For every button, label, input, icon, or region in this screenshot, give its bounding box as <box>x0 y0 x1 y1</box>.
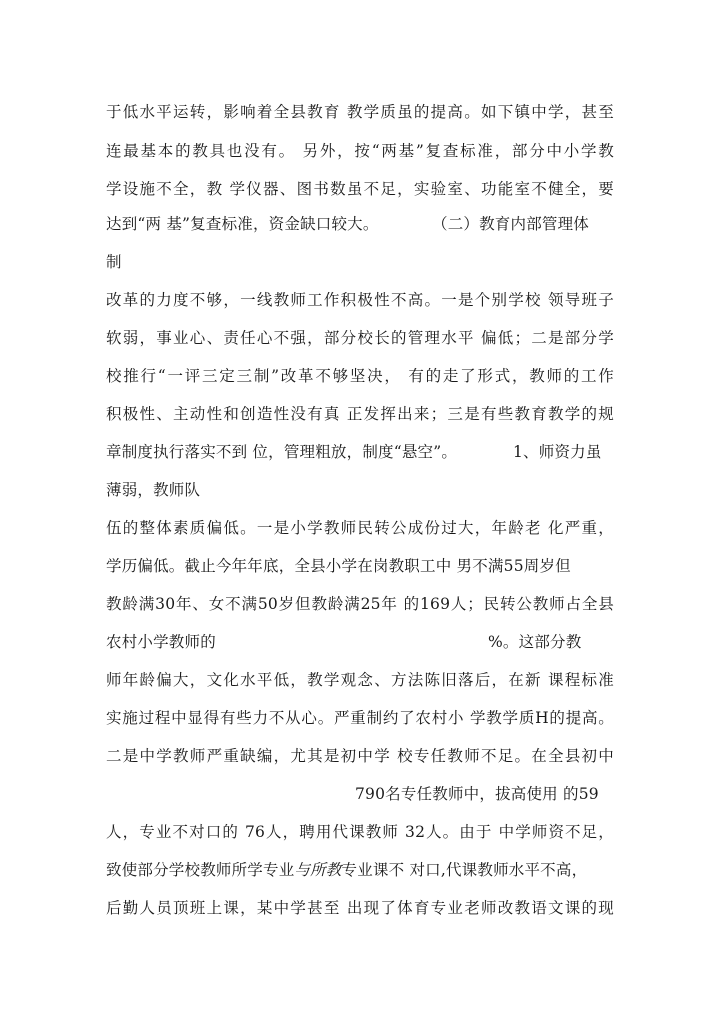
text-line-4: 达到“两 基”复查标准，资金缺口较大。 <box>106 215 379 233</box>
text-line-22: 后勤人员顶班上课，某中学甚至 出现了体育专业老师改教语文课的现 <box>106 899 614 917</box>
text-line-20: 人，专业不对口的 76人，聘用代课教师 32人。由于 中学师资不足， <box>106 823 614 841</box>
text-line-12: 伍的整体素质偏低。一是小学教师民转公成份过大，年龄老 化严重， <box>106 519 614 537</box>
text-line-16: 师年龄偏大，文化水平低，教学观念、方法陈旧落后，在新 课程标准 <box>106 671 614 689</box>
text-line-2: 连最基本的教具也没有。 另外，按“两基”复查标准，部分中小学教 <box>106 142 614 160</box>
text-line-14: 教龄满30年、女不满50岁但教龄满25年 的169人；民转公教师占全县 <box>106 595 614 613</box>
subsection-heading-1: 1、师资力虽 <box>513 443 602 461</box>
text-line-21-italic: 与所教 <box>294 861 342 879</box>
text-line-17: 实施过程中显得有些力不从心。严重制约了农村小 学教学质H的提高。 <box>106 709 614 727</box>
text-line-10: 章制度执行落实不到 位，管理粗放，制度“悬空”。 <box>106 443 458 461</box>
text-line-13: 学历偏低。截止今年年底，全县小学在岗教职工中 男不满55周岁但 <box>106 557 571 575</box>
section-heading-2: （二）教育内部管理体 <box>432 215 590 233</box>
text-line-21-b: 专业课不 对口,代课教师水平不高， <box>341 861 588 879</box>
text-line-8: 校推行“一评三定三制”改革不够坚决， 有的走了形式，教师的工作 <box>106 367 614 385</box>
text-line-5: 制 <box>106 253 122 271</box>
text-line-6: 改革的力度不够，一线教师工作积极性不高。一是个别学校 领导班子 <box>106 291 614 309</box>
text-line-15-end: %。这部分教 <box>488 633 582 651</box>
text-line-9: 积极性、主动性和创造性没有真 正发挥出来；三是有些教育教学的规 <box>106 405 614 423</box>
text-line-1: 于低水平运转，影响着全县教育 教学质虽的提高。如下镇中学，甚至 <box>106 103 614 121</box>
text-line-18: 二是中学教师严重缺编，尤其是初中学 校专任教师不足。在全县初中 <box>106 747 614 765</box>
text-line-21 <box>106 860 587 880</box>
text-line-19: 790名专任教师中，拔高使用 的59 <box>355 785 599 803</box>
text-line-7: 软弱，事业心、责任心不强，部分校长的管理水平 偏低；二是部分学 <box>106 329 614 347</box>
text-line-21-a: 致使部分学校教师所学专业 <box>106 861 295 879</box>
text-line-15: 农村小学教师的 <box>106 633 216 651</box>
text-line-11: 薄弱，教师队 <box>106 481 201 499</box>
text-line-3: 学设施不全，教 学仪器、图书数虽不足，实验室、功能室不健全，要 <box>106 180 614 198</box>
